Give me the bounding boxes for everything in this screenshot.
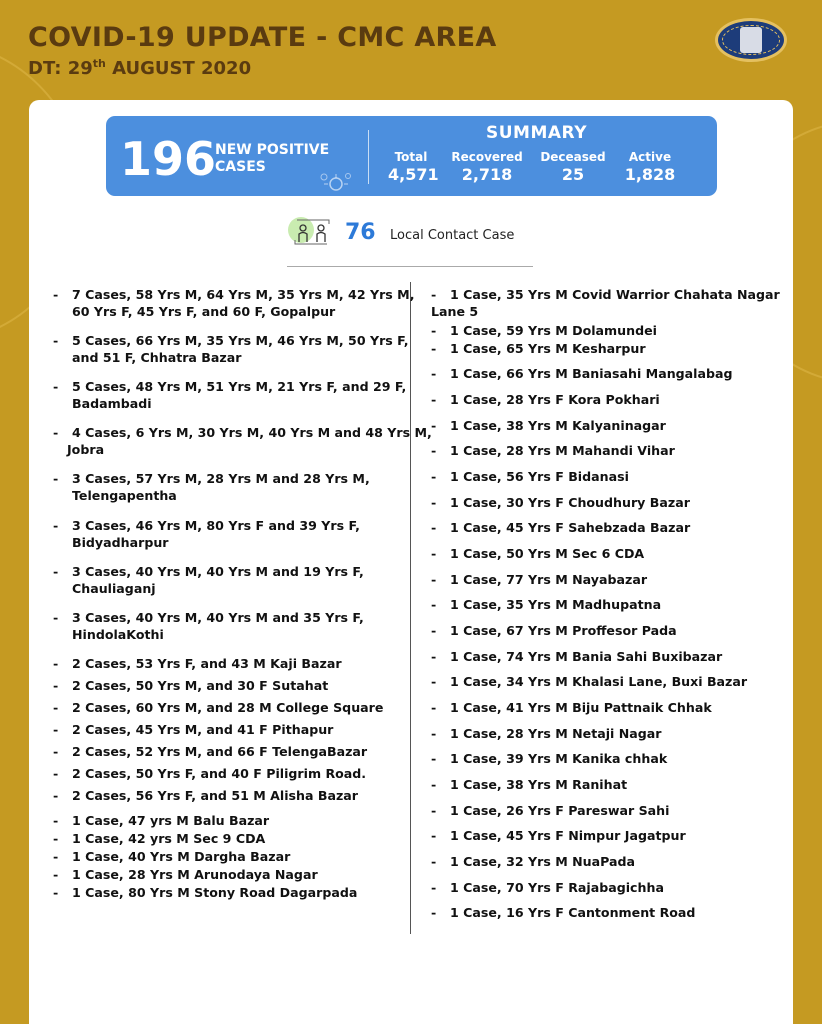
date-prefix: DT: 29	[28, 58, 93, 79]
stat-deceased	[538, 150, 608, 184]
stat-label: Deceased	[540, 150, 606, 164]
banner-divider	[368, 130, 369, 184]
local-contact-label: Local Contact Case	[390, 228, 515, 243]
report-date	[28, 57, 251, 79]
stat-value: 2,718	[461, 165, 513, 184]
stat-label: Active	[628, 150, 672, 164]
municipal-corporation-logo	[715, 18, 787, 62]
date-suffix: AUGUST 2020	[105, 58, 252, 79]
stat-value: 25	[561, 165, 585, 184]
contact-people-icon	[287, 212, 337, 252]
stat-label: Total	[394, 150, 428, 164]
logo-building-icon	[740, 27, 762, 53]
section-divider	[287, 266, 533, 267]
stat-total	[388, 150, 439, 184]
content-card: 196 NEW POSITIVE CASES SUMMARY Total 4,571 Recovered 2,718 Deceased 25 Active 1,828 76 Local Contact Case - 7 Cases, 58 Yrs M, 64 Yrs M, 35 Yrs M, 42 Yrs M, 60 Yrs F, 45 Yrs F, and 60 F, Gopalpur - 5 Cases, 66 Yrs M, 35 Yrs M, 46 Yrs M, 50 Yrs F, and 51 F, Chhatra Bazar - 5 Cases, 48 Yrs M, 51 Yrs M, 21 Yrs F, and 29 F, Badambadi - 4 Cases, 6 Yrs M, 30 Yrs M, 40 Yrs M and 48 Yrs M, Jobra - 3 Cases, 57 Yrs M, 28 Yrs M and 28 Yrs M, Telengapentha - 3 Cases, 46 Yrs M, 80 Yrs F and 39 Yrs F, Bidyadharpur - 3 Cases, 40 Yrs M, 40 Yrs M and 19 Yrs F, Chauliaganj - 3 Cases, 40 Yrs M, 40 Yrs M and 35 Yrs F, HindolaKothi - 2 Cases, 53 Yrs F, and 43 M Kaji Bazar - 2 Cases, 50 Yrs M, and 30 F Sutahat - 2 Cases, 60 Yrs M, and 28 M College Square - 2 Cases, 45 Yrs M, and 41 F Pithapur - 2 Cases, 52 Yrs M, and 66 F TelengaBazar - 2 Cases, 50 Yrs F, and 40 F Piligrim Road. - 2 Cases, 56 Yrs F, and 51 M Alisha Bazar - 1 Case, 47 yrs M Balu Bazar - 1 Case, 42 yrs M Sec 9 CDA - 1 Case, 40 Yrs M Dargha Bazar - 1 Case, 28 Yrs M Arunodaya Nagar - 1 Case, 80 Yrs M Stony Road Dagarpada - 1 Case, 35 Yrs M Covid Warrior Chahata Nagar Lane 5 - 1 Case, 59 Yrs M Dolamundei - 1 Case, 65 Yrs M Kesharpur - 1 Case, 66 Yrs M Baniasahi Mangalabag - 1 Case, 28 Yrs F Kora Pokhari - 1 Case, 38 Yrs M Kalyaninagar - 1 Case, 28 Yrs M Mahandi Vihar - 1 Case, 56 Yrs F Bidanasi - 1 Case, 30 Yrs F Choudhury Bazar - 1 Case, 45 Yrs F Sahebzada Bazar - 1 Case, 50 Yrs M Sec 6 CDA - 1 Case, 77 Yrs M Nayabazar - 1 Case, 35 Yrs M Madhupatna - 1 Case, 67 Yrs M Proffesor Pada - 1 Case, 74 Yrs M Bania Sahi Buxibazar - 1 Case, 34 Yrs M Khalasi Lane, Buxi Bazar - 1 Case, 41 Yrs M Biju Pattnaik Chhak - 1 Case, 28 Yrs M Netaji Nagar - 1 Case, 39 Yrs M Kanika chhak - 1 Case, 38 Yrs M Ranihat - 1 Case, 26 Yrs F Pareswar Sahi - 1 Case, 45 Yrs F Nimpur Jagatpur - 1 Case, 32 Yrs M NuaPada - 1 Case, 70 Yrs F Rajabagichha - 1 Case, 16 Yrs F Cantonment Road	[29, 100, 793, 1024]
summary-title: SUMMARY	[486, 123, 588, 143]
stat-active	[624, 150, 676, 184]
new-positive-count: 196	[120, 132, 217, 186]
column-divider	[410, 282, 411, 934]
stat-value: 1,828	[624, 165, 676, 184]
local-contact-row	[287, 212, 537, 252]
virus-icon	[316, 168, 356, 194]
new-positive-label: NEW POSITIVE CASES	[215, 142, 330, 175]
date-ordinal: th	[92, 57, 106, 70]
stat-value: 4,571	[388, 165, 439, 184]
page-title: COVID-19 UPDATE - CMC AREA	[28, 22, 497, 53]
summary-banner	[106, 116, 717, 196]
stat-recovered	[450, 150, 524, 184]
local-contact-count: 76	[345, 220, 376, 245]
stat-label: Recovered	[451, 150, 523, 164]
